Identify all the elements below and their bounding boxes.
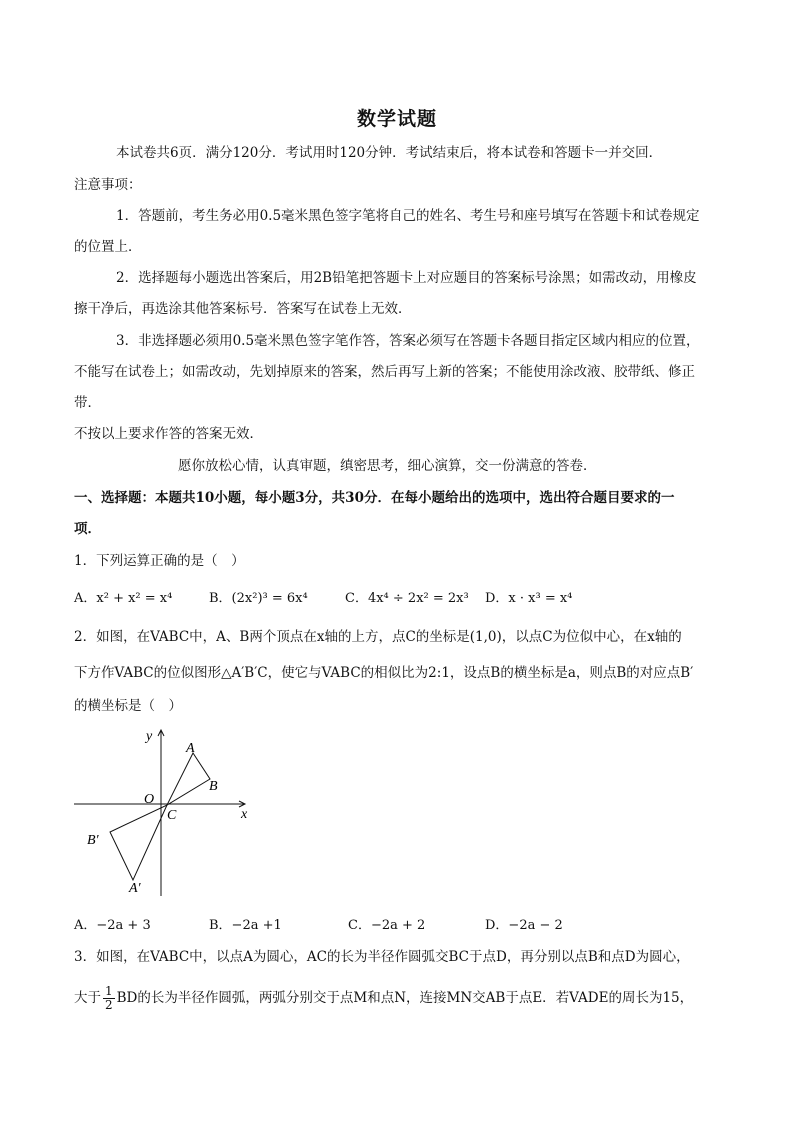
q3-fraction-numerator: 1 [105,984,113,998]
note-2-line-2: 擦干净后，再选涂其他答案标号．答案写在试卷上无效． [74,301,412,317]
q2-option-c: C．−2a + 2 [348,918,426,933]
note-3-line-3: 带． [74,395,101,411]
q2-option-b: B．−2a +1 [209,918,282,933]
section-1-line-2: 项． [74,521,101,537]
q1-option-a: A．x² + x² = x⁴ [74,591,173,606]
q1-option-b: B．(2x²)³ = 6x⁴ [209,591,308,606]
q3-line-2-prefix: 大于 [74,990,101,1006]
q3-fraction-denominator: 2 [105,998,113,1012]
q2-coordinate-figure [70,724,260,904]
note-1-line-2: 的位置上． [74,239,142,255]
note-3-line-2: 不能写在试卷上；如需改动，先划掉原来的答案，然后再写上新的答案；不能使用涂改液、胶带纸、修正 [74,364,695,380]
q2-line-2: 下方作VABC的位似图形△A′B′C，使它与VABC的相似比为2:1，设点B的横坐标是a，则点B的对应点B′ [74,665,694,681]
label-o: O [144,792,155,807]
q1-option-c: C．4x⁴ ÷ 2x² = 2x³ [345,591,469,606]
q3-line-2 [74,978,693,1018]
q3-line-1: 3．如图，在VABC中，以点A为圆心，AC的长为半径作圆弧交BC于点D，再分别以点B和点D为圆心， [74,949,690,965]
q2-line-3: 的横坐标是（ ） [74,698,182,714]
q3-fraction [103,985,115,1012]
intro-text: 本试卷共6页．满分120分．考试用时120分钟．考试结束后，将本试卷和答题卡一并交回． [116,145,663,161]
q2-option-d: D．−2a − 2 [485,918,563,933]
label-b-prime: B′ [87,833,99,848]
note-1-line-1: 1．答题前，考生务必用0.5毫米黑色签字笔将自己的姓名、考生号和座号填写在答题卡和试卷规定 [116,208,700,224]
label-x: x [241,807,248,822]
q1-stem: 1．下列运算正确的是（ ） [74,553,245,569]
note-3-line-1: 3．非选择题必须用0.5毫米黑色签字笔作答，答案必须写在答题卡各题目指定区域内相应的位置， [116,333,700,349]
note-2-line-1: 2．选择题每小题选出答案后，用2B铅笔把答题卡上对应题目的答案标号涂黑；如需改动，用橡皮 [116,270,697,286]
label-c: C [167,808,177,823]
triangle-abc [167,753,210,805]
notes-heading: 注意事项： [74,177,142,193]
wish-text: 愿你放松心情，认真审题，缜密思考，细心演算，交一份满意的答卷． [178,458,597,474]
label-a: A [186,741,195,756]
label-a-prime: A′ [129,881,141,896]
section-1-line-1: 一、选择题：本题共10小题，每小题3分，共30分．在每小题给出的选项中，选出符合题目要求的一 [74,490,675,506]
q2-option-a: A．−2a + 3 [74,918,151,933]
page-title: 数学试题 [356,108,437,130]
q3-line-2-suffix: BD的长为半径作圆弧，两弧分别交于点M和点N，连接MN交AB于点E．若VADE的周长为15， [116,990,694,1006]
invalid-note: 不按以上要求作答的答案无效． [74,426,263,442]
label-b: B [209,779,218,794]
triangle-a1b1c [110,805,167,880]
label-y: y [146,729,153,744]
q1-option-d: D．x · x³ = x⁴ [485,591,573,606]
q2-line-1: 2．如图，在VABC中，A、B两个顶点在x轴的上方，点C的坐标是(1,0)，以点C为位似中心，在x轴的 [74,629,682,645]
